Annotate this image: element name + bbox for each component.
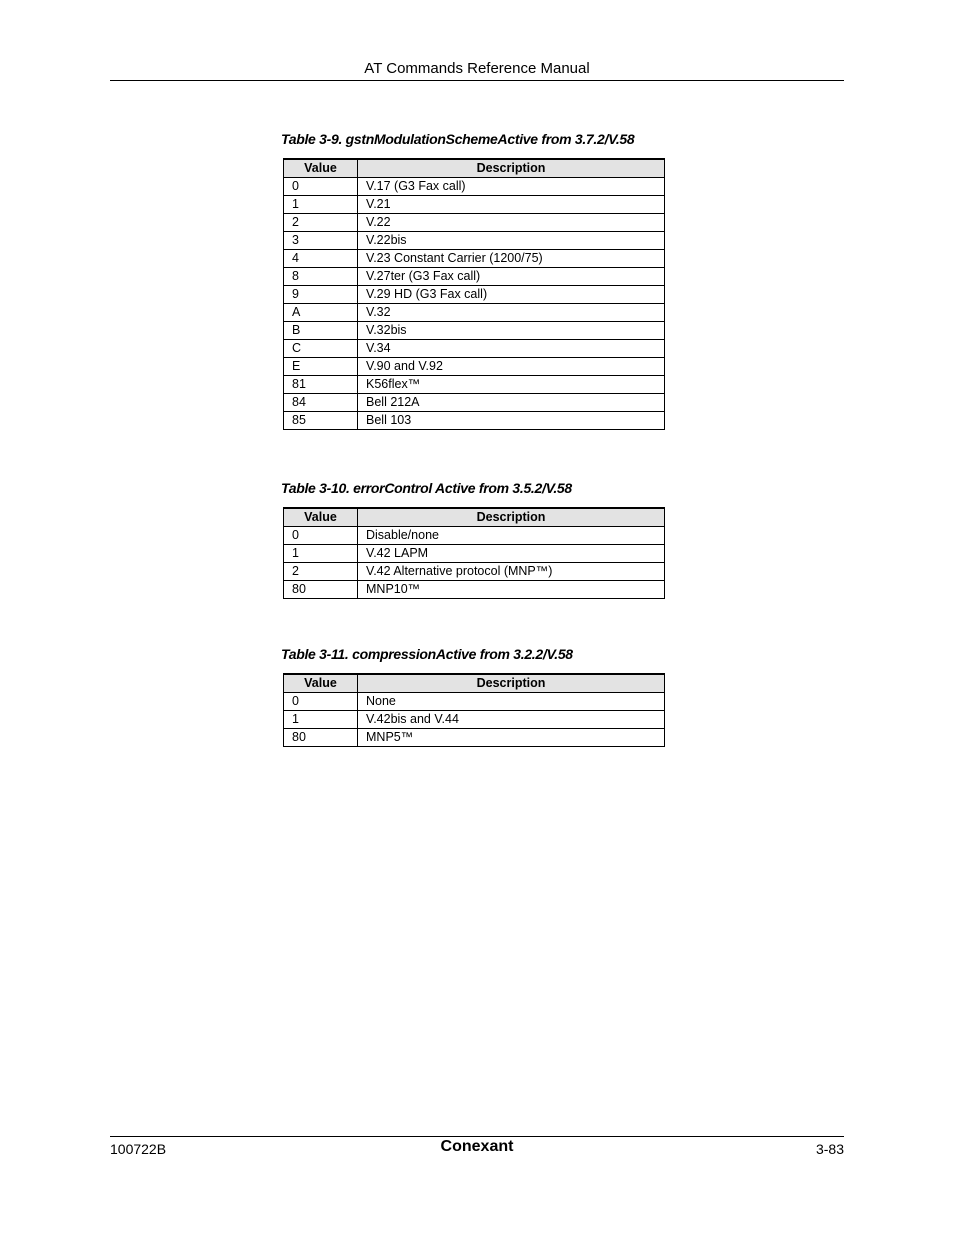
cell-description: V.42 LAPM	[358, 545, 665, 563]
table-row	[284, 250, 665, 268]
cell-description: Bell 103	[358, 412, 665, 430]
column-header-description: Description	[358, 159, 665, 178]
column-header-value: Value	[284, 674, 358, 693]
table-row	[284, 286, 665, 304]
table-row	[284, 711, 665, 729]
cell-value: 4	[284, 250, 358, 268]
header-divider	[110, 80, 844, 81]
table-caption: Table 3-10. errorControl Active from 3.5.2/V.58	[281, 480, 572, 496]
cell-value: A	[284, 304, 358, 322]
cell-description: V.32	[358, 304, 665, 322]
table-row	[284, 322, 665, 340]
cell-description: MNP5™	[358, 729, 665, 747]
footer-divider	[110, 1136, 844, 1137]
cell-value: 84	[284, 394, 358, 412]
cell-value: B	[284, 322, 358, 340]
column-header-description: Description	[358, 508, 665, 527]
cell-value: 80	[284, 729, 358, 747]
table-row	[284, 304, 665, 322]
cell-description: V.90 and V.92	[358, 358, 665, 376]
cell-description: K56flex™	[358, 376, 665, 394]
cell-description: V.22	[358, 214, 665, 232]
table-row	[284, 196, 665, 214]
table-row	[284, 178, 665, 196]
cell-description: V.23 Constant Carrier (1200/75)	[358, 250, 665, 268]
page-number: 3-83	[815, 1141, 844, 1157]
cell-value: E	[284, 358, 358, 376]
cell-value: 1	[284, 196, 358, 214]
cell-description: V.21	[358, 196, 665, 214]
cell-value: 3	[284, 232, 358, 250]
table-caption: Table 3-11. compressionActive from 3.2.2/V.58	[281, 646, 573, 662]
column-header-description: Description	[358, 674, 665, 693]
cell-value: 1	[284, 711, 358, 729]
cell-description: V.22bis	[358, 232, 665, 250]
table-row	[284, 527, 665, 545]
cell-description: V.32bis	[358, 322, 665, 340]
error-control-table	[283, 507, 665, 599]
cell-description: Disable/none	[358, 527, 665, 545]
cell-value: 8	[284, 268, 358, 286]
table-row	[284, 232, 665, 250]
table-row	[284, 340, 665, 358]
compression-table	[283, 673, 665, 747]
cell-value: 1	[284, 545, 358, 563]
table-row	[284, 545, 665, 563]
table-row	[284, 563, 665, 581]
cell-value: 2	[284, 214, 358, 232]
table-row	[284, 376, 665, 394]
table-row	[284, 693, 665, 711]
cell-value: 0	[284, 693, 358, 711]
cell-value: 81	[284, 376, 358, 394]
cell-description: V.42 Alternative protocol (MNP™)	[358, 563, 665, 581]
cell-description: V.17 (G3 Fax call)	[358, 178, 665, 196]
cell-description: V.27ter (G3 Fax call)	[358, 268, 665, 286]
cell-value: 80	[284, 581, 358, 599]
company-name: Conexant	[440, 1138, 514, 1155]
cell-description: V.29 HD (G3 Fax call)	[358, 286, 665, 304]
cell-value: 0	[284, 527, 358, 545]
cell-value: C	[284, 340, 358, 358]
table-row	[284, 214, 665, 232]
cell-description: V.34	[358, 340, 665, 358]
table-row	[284, 412, 665, 430]
document-id: 100722B	[110, 1141, 167, 1157]
table-row	[284, 581, 665, 599]
cell-description: Bell 212A	[358, 394, 665, 412]
column-header-value: Value	[284, 159, 358, 178]
table-caption: Table 3-9. gstnModulationSchemeActive from 3.7.2/V.58	[281, 131, 635, 147]
table-row	[284, 729, 665, 747]
page-header-title: AT Commands Reference Manual	[364, 60, 590, 77]
cell-description: None	[358, 693, 665, 711]
column-header-value: Value	[284, 508, 358, 527]
cell-description: MNP10™	[358, 581, 665, 599]
modulation-scheme-table	[283, 158, 665, 430]
cell-value: 0	[284, 178, 358, 196]
table-row	[284, 394, 665, 412]
cell-description: V.42bis and V.44	[358, 711, 665, 729]
cell-value: 2	[284, 563, 358, 581]
table-row	[284, 358, 665, 376]
table-row	[284, 268, 665, 286]
cell-value: 85	[284, 412, 358, 430]
cell-value: 9	[284, 286, 358, 304]
